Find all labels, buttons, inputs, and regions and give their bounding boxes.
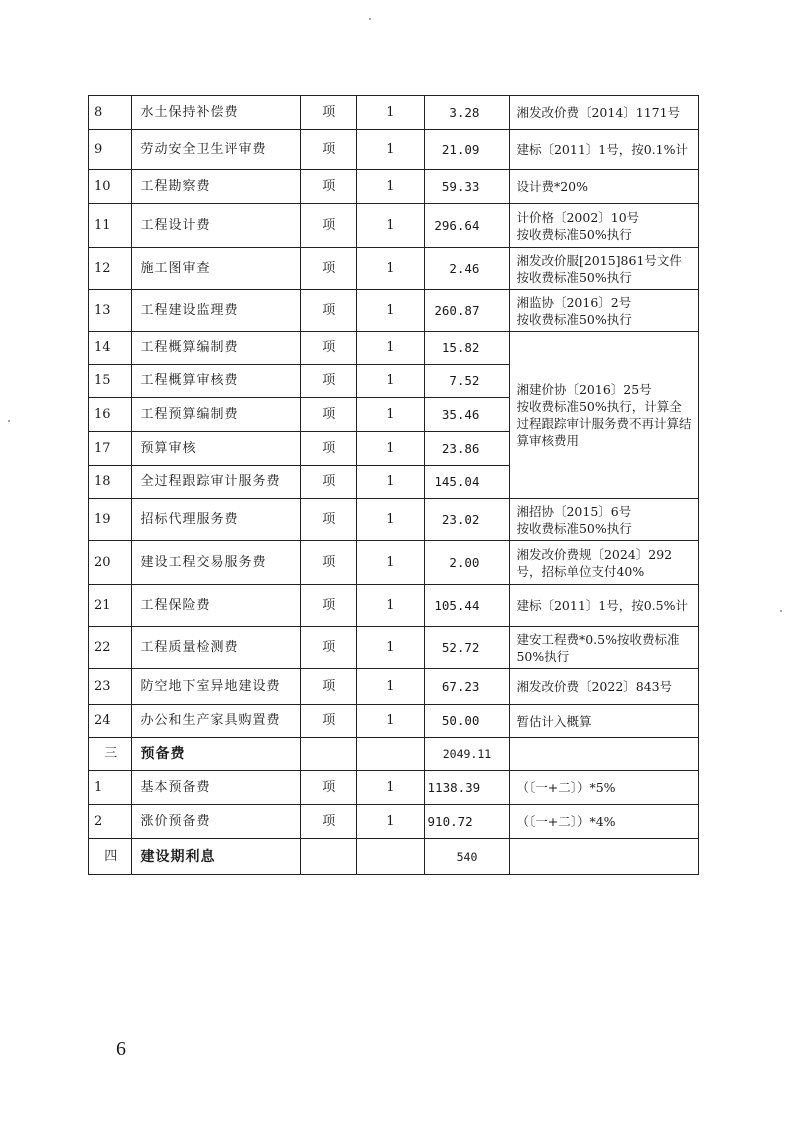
item-note: 暂估计入概算 [510,705,699,738]
row-number: 18 [89,466,132,499]
item-name: 水土保持补偿费 [132,96,301,130]
item-note: 建标〔2011〕1号，按0.1%计 [510,130,699,170]
section-unit [301,738,357,771]
row-number: 13 [89,290,132,332]
row-number: 1 [89,771,132,805]
row-number: 11 [89,204,132,248]
item-quantity: 1 [357,541,424,585]
section-quantity [357,839,424,875]
table-row [89,499,699,541]
item-quantity: 1 [357,585,424,627]
item-unit: 项 [301,290,357,332]
item-quantity: 1 [357,669,424,705]
row-number: 19 [89,499,132,541]
item-unit: 项 [301,805,357,839]
table-row [89,669,699,705]
item-unit: 项 [301,248,357,290]
table-row [89,705,699,738]
item-quantity: 1 [357,290,424,332]
table-row [89,96,699,130]
item-amount: 2.00 [424,541,510,585]
item-unit: 项 [301,398,357,432]
row-number: 21 [89,585,132,627]
row-number: 22 [89,627,132,669]
item-unit: 项 [301,130,357,170]
item-amount: 52.72 [424,627,510,669]
item-name: 工程质量检测费 [132,627,301,669]
table-row [89,627,699,669]
section-row [89,738,699,771]
item-unit: 项 [301,705,357,738]
row-number: 17 [89,432,132,466]
item-quantity: 1 [357,248,424,290]
item-amount: 1138.39 [424,771,510,805]
row-number: 9 [89,130,132,170]
scan-speck [780,610,782,612]
item-quantity: 1 [357,771,424,805]
item-unit: 项 [301,432,357,466]
item-quantity: 1 [357,365,424,398]
item-note: 设计费*20% [510,170,699,204]
item-unit: 项 [301,627,357,669]
item-amount: 67.23 [424,669,510,705]
section-amount: 540 [424,839,510,875]
section-amount: 2049.11 [424,738,510,771]
item-amount: 105.44 [424,585,510,627]
table-row [89,290,699,332]
item-quantity: 1 [357,466,424,499]
item-unit: 项 [301,332,357,365]
item-name: 施工图审查 [132,248,301,290]
item-unit: 项 [301,771,357,805]
item-quantity: 1 [357,805,424,839]
item-unit: 项 [301,585,357,627]
item-amount: 21.09 [424,130,510,170]
section-note [510,839,699,875]
item-note: 计价格〔2002〕10号 按收费标准50%执行 [510,204,699,248]
table-row [89,585,699,627]
table-row [89,332,699,365]
item-quantity: 1 [357,499,424,541]
scan-speck [369,18,371,20]
page-number: 6 [116,1038,126,1060]
item-amount: 23.86 [424,432,510,466]
item-unit: 项 [301,499,357,541]
section-name: 预备费 [132,738,301,771]
table-row [89,771,699,805]
item-amount: 910.72 [424,805,510,839]
section-number: 三 [89,738,132,771]
row-number: 15 [89,365,132,398]
item-name: 招标代理服务费 [132,499,301,541]
item-name: 工程设计费 [132,204,301,248]
item-note: 建标〔2011〕1号，按0.5%计 [510,585,699,627]
item-quantity: 1 [357,204,424,248]
item-name: 工程概算审核费 [132,365,301,398]
fee-table-body [89,96,699,875]
table-row [89,541,699,585]
item-amount: 296.64 [424,204,510,248]
item-name: 工程概算编制费 [132,332,301,365]
table-row [89,204,699,248]
row-number: 14 [89,332,132,365]
item-amount: 3.28 [424,96,510,130]
table-row [89,248,699,290]
item-name: 劳动安全卫生评审费 [132,130,301,170]
section-row [89,839,699,875]
section-unit [301,839,357,875]
section-name: 建设期利息 [132,839,301,875]
item-amount: 35.46 [424,398,510,432]
table-row [89,170,699,204]
item-amount: 50.00 [424,705,510,738]
row-number: 2 [89,805,132,839]
item-quantity: 1 [357,332,424,365]
item-name: 建设工程交易服务费 [132,541,301,585]
item-unit: 项 [301,96,357,130]
section-number: 四 [89,839,132,875]
item-name: 全过程跟踪审计服务费 [132,466,301,499]
item-quantity: 1 [357,627,424,669]
item-quantity: 1 [357,398,424,432]
item-quantity: 1 [357,96,424,130]
scan-speck [8,420,10,422]
item-unit: 项 [301,541,357,585]
item-amount: 145.04 [424,466,510,499]
item-unit: 项 [301,204,357,248]
row-number: 23 [89,669,132,705]
item-unit: 项 [301,466,357,499]
item-unit: 项 [301,669,357,705]
item-note: 湘招协〔2015〕6号 按收费标准50%执行 [510,499,699,541]
merged-note: 湘建价协〔2016〕25号 按收费标准50%执行，计算全过程跟踪审计服务费不再计算结算审核费用 [510,332,699,499]
section-quantity [357,738,424,771]
item-unit: 项 [301,170,357,204]
item-amount: 260.87 [424,290,510,332]
item-quantity: 1 [357,432,424,466]
item-note: 湘发改价费〔2014〕1171号 [510,96,699,130]
item-note: 湘监协〔2016〕2号 按收费标准50%执行 [510,290,699,332]
item-quantity: 1 [357,170,424,204]
item-name: 办公和生产家具购置费 [132,705,301,738]
item-amount: 7.52 [424,365,510,398]
item-name: 工程勘察费 [132,170,301,204]
item-quantity: 1 [357,705,424,738]
item-amount: 15.82 [424,332,510,365]
item-name: 基本预备费 [132,771,301,805]
table-row [89,805,699,839]
row-number: 10 [89,170,132,204]
item-amount: 59.33 [424,170,510,204]
item-note: （〔一+二〕）*4% [510,805,699,839]
table-row [89,130,699,170]
item-quantity: 1 [357,130,424,170]
row-number: 16 [89,398,132,432]
item-name: 工程建设监理费 [132,290,301,332]
item-unit: 项 [301,365,357,398]
row-number: 8 [89,96,132,130]
fee-table [88,95,699,875]
item-note: 湘发改价费〔2022〕843号 [510,669,699,705]
item-note: 建安工程费*0.5%按收费标准50%执行 [510,627,699,669]
item-amount: 23.02 [424,499,510,541]
row-number: 12 [89,248,132,290]
item-note: 湘发改价服[2015]861号文件按收费标准50%执行 [510,248,699,290]
section-note [510,738,699,771]
item-name: 预算审核 [132,432,301,466]
row-number: 20 [89,541,132,585]
item-note: （〔一+二〕）*5% [510,771,699,805]
item-name: 工程预算编制费 [132,398,301,432]
item-amount: 2.46 [424,248,510,290]
row-number: 24 [89,705,132,738]
item-name: 工程保险费 [132,585,301,627]
item-name: 涨价预备费 [132,805,301,839]
item-note: 湘发改价费规〔2024〕292号，招标单位支付40% [510,541,699,585]
item-name: 防空地下室异地建设费 [132,669,301,705]
